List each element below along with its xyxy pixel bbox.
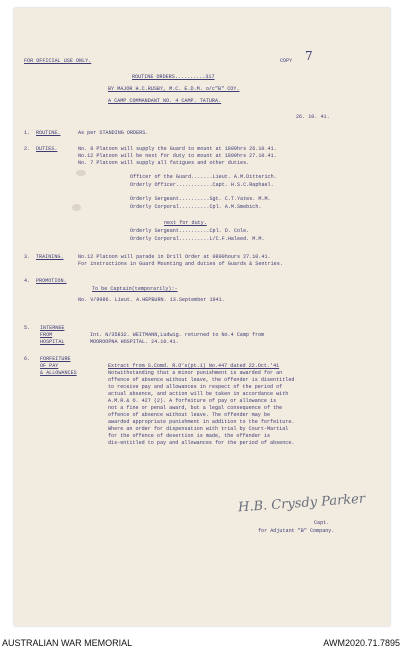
orders-title: ROUTINE ORDERS..........317 bbox=[132, 74, 215, 80]
issuing-officer: BY MAJOR H.C.RUSBY, M.C. E.D.M. o/c"B" COY. bbox=[108, 86, 240, 92]
order-date: 26. 10. 41. bbox=[296, 114, 330, 120]
section-number: 3. bbox=[24, 254, 31, 260]
forfeiture-line: to receive pay and allowances in respect of the period of bbox=[108, 384, 283, 390]
forfeiture-line: A.M.R.& O. 427 (2). A forfeiture of pay or allowance is bbox=[108, 398, 277, 404]
signature-for-line: for Adjutant "B" Company. bbox=[258, 528, 335, 534]
forfeiture-line: offence of absence without leave, the offender is disentitled bbox=[108, 377, 295, 383]
section-number: 6. bbox=[24, 356, 31, 362]
promotion-line: No. V/9986. Lieut. A.HEPBURN. 13.September 1941. bbox=[78, 297, 225, 303]
footer-accession-number: AWM2020.71.7895 bbox=[323, 638, 400, 648]
signature-rank: Capt. bbox=[314, 520, 330, 526]
section-title-routine: ROUTINE. bbox=[36, 130, 61, 136]
section-number: 5. bbox=[24, 325, 31, 331]
roster-entry: Orderly Corporal..........Cpl. A.M.Smebich. bbox=[130, 204, 262, 210]
section-number: 4. bbox=[24, 278, 31, 284]
forfeiture-line: Notwithstanding that a minor punishment is awarded for an bbox=[108, 370, 283, 376]
internee-line: MOOROOPNA HOSPITAL. 24.10.41. bbox=[90, 339, 179, 345]
duties-line: No. 7 Platoon will supply all fatigues and other duties. bbox=[78, 160, 250, 166]
forfeiture-line: actual absence, and action will be taken in accordance with bbox=[108, 391, 289, 397]
section-number: 2. bbox=[24, 146, 31, 152]
section-number: 1. bbox=[24, 130, 31, 136]
section-title-forfeiture: & ALLOWANCES bbox=[40, 370, 77, 376]
section-title-duties: DUTIES. bbox=[36, 146, 58, 152]
forfeiture-line: Where an order for dispensation with trial by Court-Martial bbox=[108, 426, 289, 432]
roster-entry: Orderly Officer............Capt. H.S.C.Raphael. bbox=[130, 182, 274, 188]
promotion-subheading: To be Captain(temporarily):- bbox=[92, 286, 178, 292]
copy-label: COPY bbox=[280, 58, 293, 64]
roster-entry: Orderly Sergeant..........Sgt. C.T.Yates. M.M. bbox=[130, 196, 271, 202]
section-title-internee: HOSPITAL bbox=[40, 339, 65, 345]
stain-mark bbox=[72, 204, 81, 211]
section-title-training: TRAINING. bbox=[36, 254, 64, 260]
copy-number: 7 bbox=[305, 49, 313, 63]
section-title-internee: INTERNEE bbox=[40, 325, 65, 331]
section-title-forfeiture: FORFEITURE bbox=[40, 356, 71, 362]
roster-entry: Orderly Sergeant..........Cpl. D. Cole. bbox=[130, 228, 250, 234]
section-title-forfeiture: OF PAY bbox=[40, 363, 59, 369]
duties-line: No.12 Platoon will be next for duty to mount at 1800hrs 27.10.41. bbox=[78, 153, 277, 159]
roster-entry: Orderly Corporal..........L/C.F.Haleed. M.M. bbox=[130, 236, 265, 242]
internee-line: Int. N/35832. WEITMANN,Ludwig. returned to No.4 Camp from bbox=[90, 332, 265, 338]
section-title-promotion: PROMOTION. bbox=[36, 278, 67, 284]
classification-label: FOR OFFICIAL USE ONLY. bbox=[24, 58, 92, 64]
roster-entry: Officer of the Guard.......Lieut. A.M.Ditterich. bbox=[130, 174, 277, 180]
footer-source: AUSTRALIAN WAR MEMORIAL bbox=[2, 638, 133, 648]
camp-commandant-line: A CAMP COMMANDANT NO. 4 CAMP. TATURA. bbox=[108, 98, 222, 104]
section-title-internee: FROM bbox=[40, 332, 53, 338]
forfeiture-line: not a fine or penal award, but a legal consequence of the bbox=[108, 405, 283, 411]
forfeiture-line: dis-entitled to pay and allowances for the period of absence. bbox=[108, 440, 295, 446]
forfeiture-extract-ref: Extract from S.Comd. R.O's(pt.1) No.447 dated 22.Oct.'41 bbox=[108, 363, 280, 369]
forfeiture-line: offence of absence without leave. The offender may be bbox=[108, 412, 271, 418]
routine-text: As per STANDING ORDERS. bbox=[78, 130, 149, 136]
training-line: No.12 Platoon will parade in Drill Order at 0800hours 27.10.41. bbox=[78, 254, 271, 260]
duties-line: No. 8 Platoon will supply the Guard to mount at 1800hrs 26.10.41. bbox=[78, 146, 277, 152]
next-for-duty-label: next for duty. bbox=[164, 220, 207, 226]
training-line: For instructions in Guard Mounting and duties of Guards & Sentries. bbox=[78, 261, 283, 267]
handwritten-signature: H.B. Crysdy Parker bbox=[237, 491, 366, 516]
forfeiture-line: awarded appropriate punishment in addition to the forfeiture. bbox=[108, 419, 295, 425]
stain-mark bbox=[76, 170, 86, 176]
forfeiture-line: for the offence of desertion is made, the offender is bbox=[108, 433, 271, 439]
